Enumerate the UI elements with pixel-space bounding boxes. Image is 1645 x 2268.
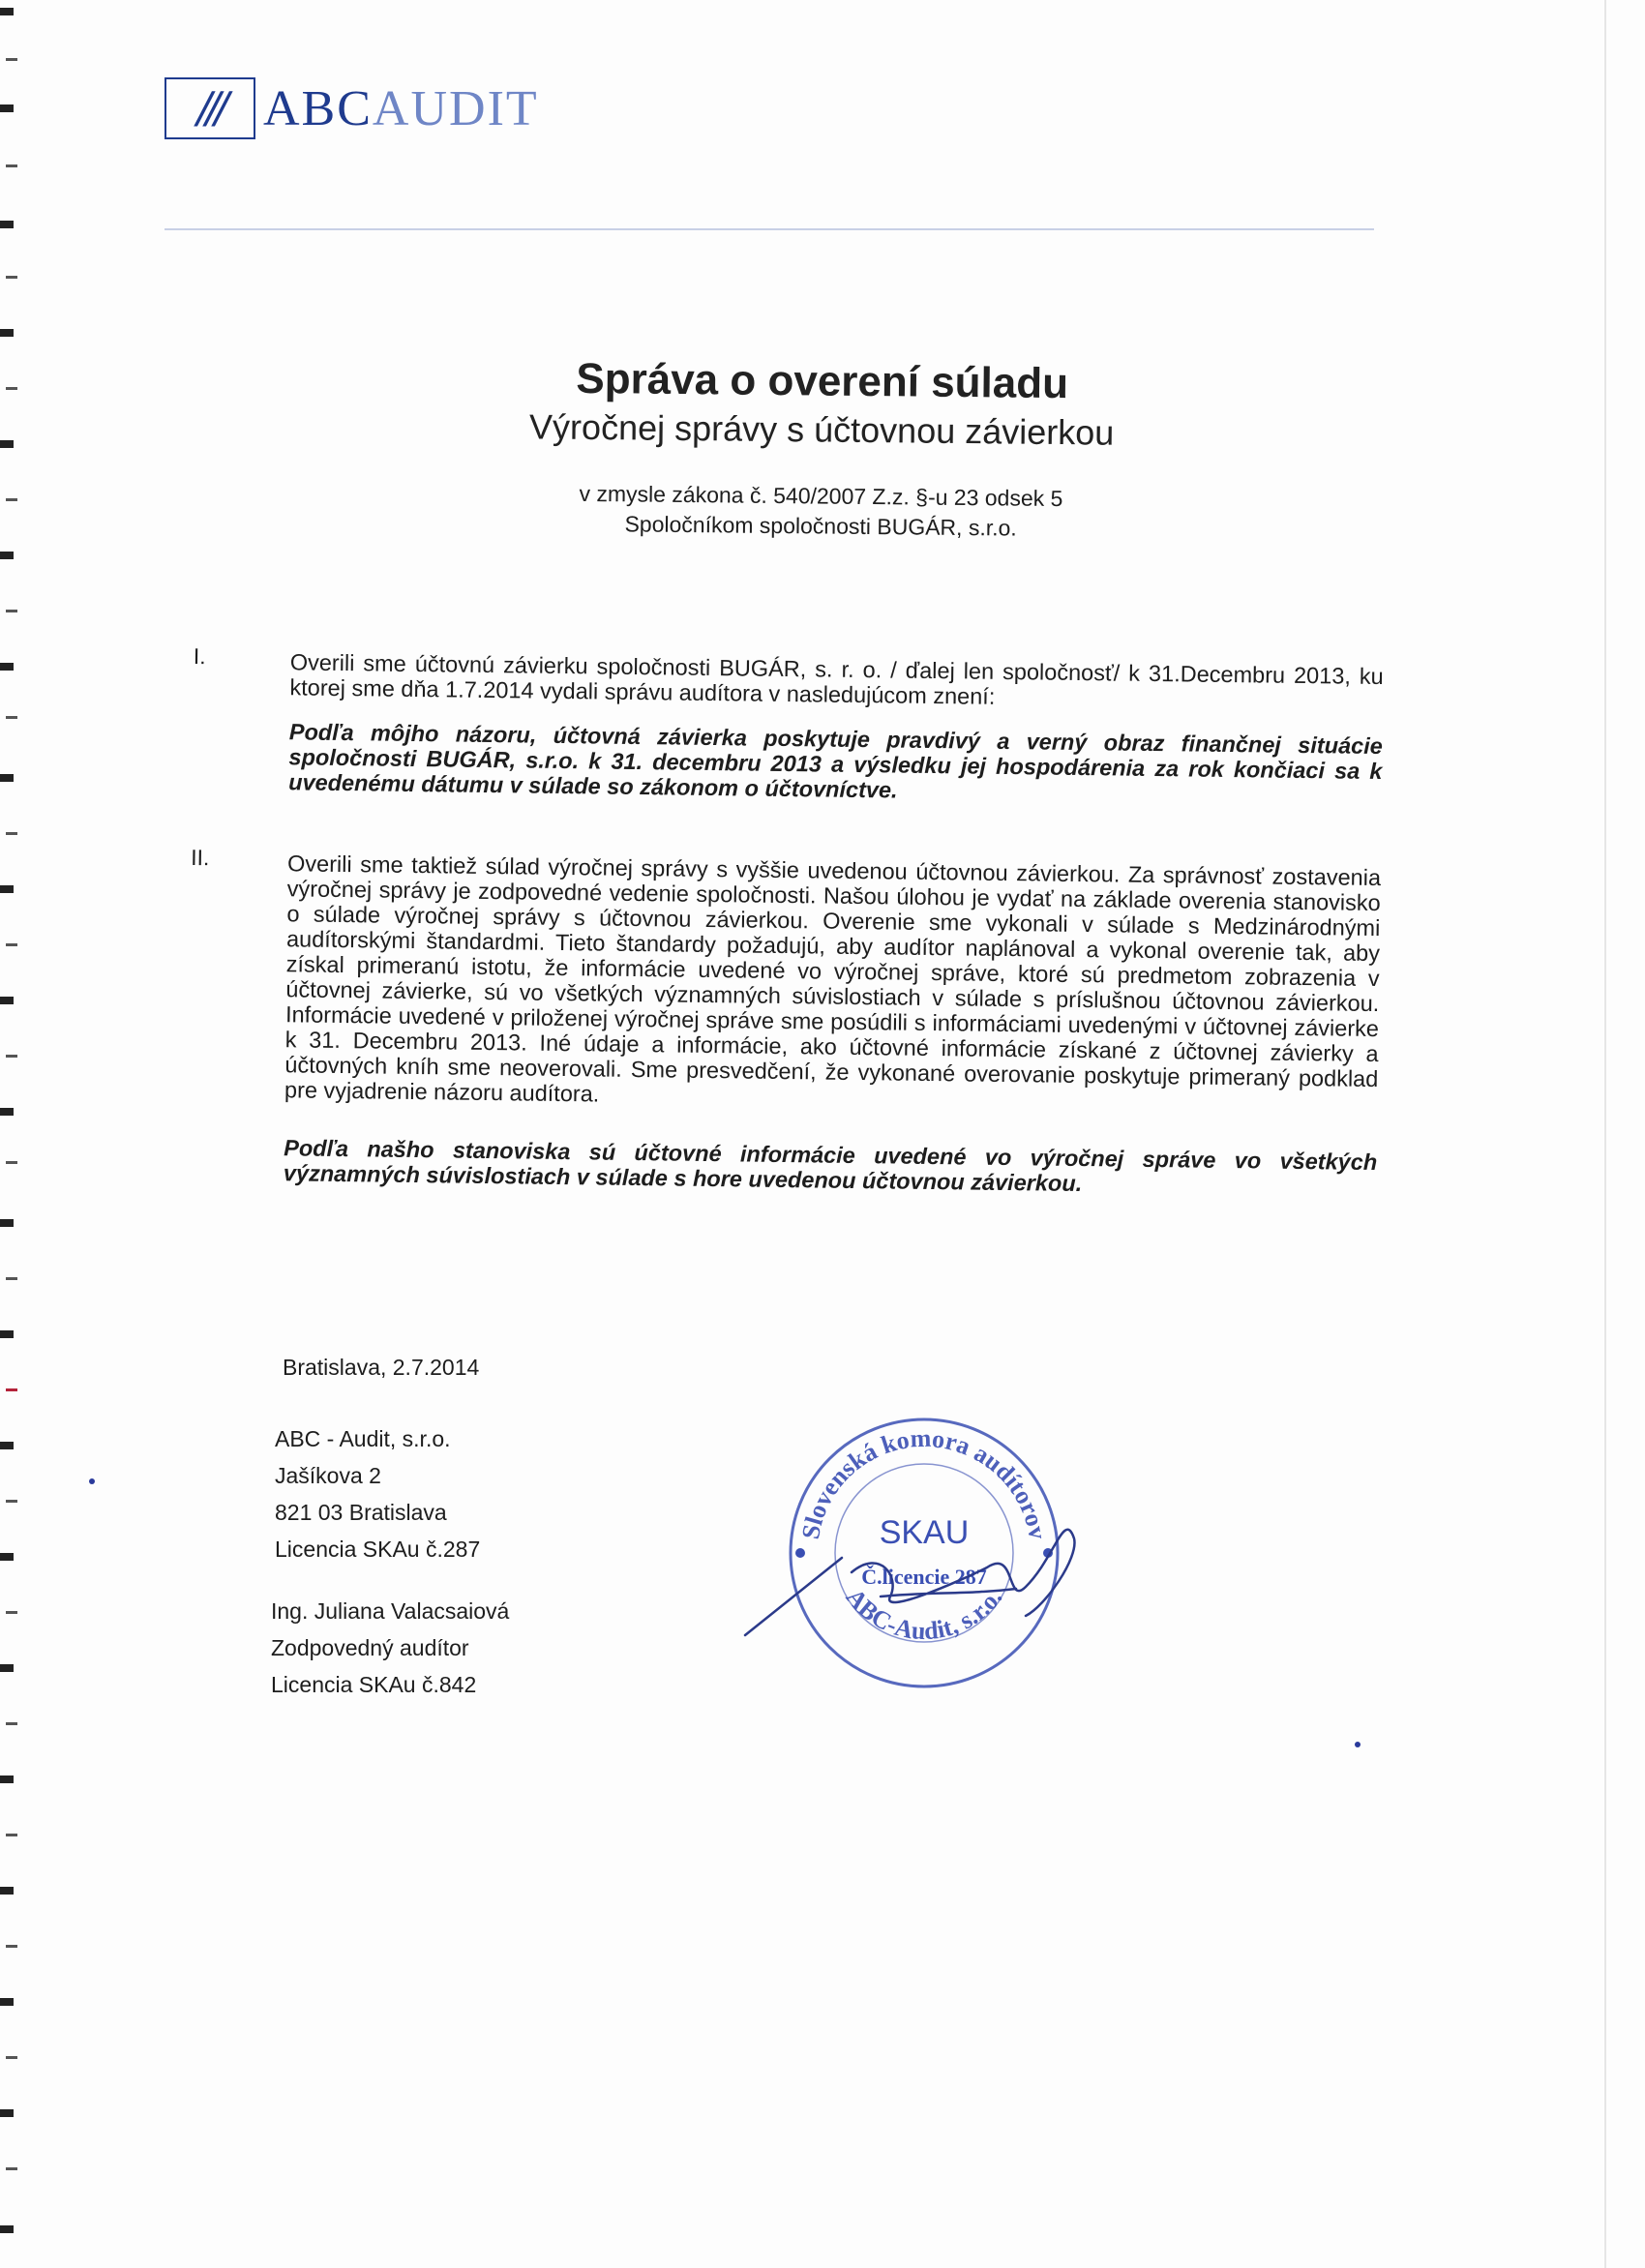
binding-mark bbox=[0, 997, 14, 1004]
street: Jašíkova 2 bbox=[275, 1463, 381, 1488]
legal-reference: v zmysle zákona č. 540/2007 Z.z. §-u 23 odsek 5 bbox=[579, 480, 1063, 512]
binding-mark bbox=[0, 552, 14, 559]
binding-mark bbox=[6, 1834, 17, 1836]
binding-mark bbox=[0, 1442, 14, 1449]
binding-mark bbox=[0, 885, 14, 893]
binding-mark bbox=[0, 1664, 14, 1672]
signer-name: Ing. Juliana Valacsaiová bbox=[271, 1598, 510, 1624]
scan-speck bbox=[1355, 1742, 1361, 1747]
section-text: Overili sme účtovnú závierku spoločnosti BUGÁR, s. r. o. / ďalej len spoločnosť/ k 31.Decembru 2013, ku ktorej sme dňa 1.7.2014 vydali správu audítora v nasledujúcom znení: bbox=[289, 649, 1384, 709]
binding-mark bbox=[6, 58, 17, 61]
binding-mark bbox=[6, 1277, 17, 1280]
binding-mark bbox=[6, 832, 17, 835]
signer-license: Licencia SKAu č.842 bbox=[271, 1672, 477, 1697]
binding-mark bbox=[0, 2109, 14, 2117]
binding-mark bbox=[0, 440, 14, 448]
document-subtitle: Výročnej správy s účtovnou závierkou bbox=[528, 406, 1115, 453]
signature-stroke bbox=[745, 1530, 1074, 1635]
stamp-license: Č.licencie 287 bbox=[861, 1565, 987, 1589]
stamp-center: SKAU bbox=[879, 1514, 970, 1551]
binding-mark bbox=[6, 276, 17, 279]
handwritten-signature bbox=[735, 1490, 1084, 1645]
binding-mark bbox=[6, 943, 17, 946]
logo-slashes: /// bbox=[196, 79, 224, 137]
binding-mark bbox=[0, 8, 14, 15]
page-edge bbox=[1604, 0, 1606, 2268]
place-date: Bratislava, 2.7.2014 bbox=[283, 1355, 480, 1380]
signer-role: Zodpovedný audítor bbox=[271, 1635, 469, 1660]
section-two bbox=[187, 844, 1382, 1200]
compliance-opinion: Podľa našho stanoviska sú účtovné informácie uvedené vo výročnej správe vo všetkých významných súvislostiach v súlade s hore uvedenou účtovnou závierkou. bbox=[283, 1135, 1378, 1197]
binding-mark bbox=[6, 1611, 17, 1614]
section-one bbox=[192, 643, 1384, 809]
city: 821 03 Bratislava bbox=[275, 1500, 447, 1525]
binding-mark bbox=[6, 387, 17, 390]
title-block bbox=[404, 353, 1239, 544]
header-divider bbox=[164, 228, 1374, 230]
audit-opinion: Podľa môjho názoru, účtovná závierka poskytuje pravdivý a verný obraz finančnej situácie spoločnosti BUGÁR, s.r.o. k 31. decembru 2013 a výsledku jej hospodárenia za rok končiaci sa k uvedenému dátumu v súlade so zákonom o účtovníctve. bbox=[288, 719, 1383, 803]
logo-audit: AUDIT bbox=[372, 80, 539, 136]
binding-mark bbox=[6, 1500, 17, 1503]
binding-mark bbox=[6, 164, 17, 167]
binding-mark bbox=[0, 1219, 14, 1227]
scan-speck bbox=[89, 1478, 95, 1484]
binding-mark bbox=[0, 1108, 14, 1116]
binding-mark bbox=[6, 2167, 17, 2170]
binding-mark bbox=[0, 1887, 14, 1895]
binding-mark bbox=[6, 1945, 17, 1948]
binding-mark bbox=[0, 2225, 14, 2233]
section-number: I. bbox=[193, 643, 206, 670]
binding-mark bbox=[0, 1330, 14, 1338]
binding-mark bbox=[0, 329, 14, 337]
binding-mark bbox=[0, 774, 14, 782]
recipient-line: Spoločníkom spoločnosti BUGÁR, s.r.o. bbox=[624, 511, 1017, 541]
logo-abc: ABC bbox=[263, 80, 373, 136]
binding-mark bbox=[0, 104, 14, 112]
binding-mark bbox=[0, 1998, 14, 2006]
binding-edge bbox=[0, 0, 29, 2268]
section-text: Overili sme taktiež súlad výročnej správy s vyššie uvedenou účtovnou závierkou. Za správnosť zostavenia výročnej správy je zodpovedné vedenie spoločnosti. Našou úlohou je vydať na základe overenia stanovisko o súlade výročnej správy s účtovnou závierkou. Overenie sme vykonali v súlade s Medzinárodnými audítorskými štandardmi. Tieto štandardy požadujú, aby audítor naplánoval a vykonal overenie tak, aby získal primeranú istotu, že informácie uvedené vo výročnej správe, ktoré sú predmetom zobrazenia v účtovnej závierke, sú vo všetkých významných súvislostiach v súlade s príslušnou účtovnou závierkou. Informácie uvedené v priloženej výročnej správe sme posúdili s informáciami uvedenými v účtovnej závierke k 31. Decembru 2013. Iné údaje a informácie, ako účtovné informácie získané z účtovnej závierky a účtovných kníh sme neoverovali. Sme presvedčení, že vykonané overovanie poskytuje primeraný podklad pre vyjadrenie názoru audítora. bbox=[284, 850, 1382, 1107]
binding-mark bbox=[6, 498, 17, 501]
company-name: ABC - Audit, s.r.o. bbox=[275, 1426, 451, 1451]
binding-mark bbox=[6, 716, 17, 719]
binding-mark bbox=[6, 1161, 17, 1164]
stamp-bottom-text: ABC-Audit, s.r.o. bbox=[840, 1583, 1008, 1646]
binding-mark bbox=[0, 1553, 14, 1561]
binding-mark bbox=[0, 1776, 14, 1783]
company-license: Licencia SKAu č.287 bbox=[275, 1537, 481, 1562]
auditor-address bbox=[275, 1420, 480, 1567]
binding-mark bbox=[0, 663, 14, 671]
binding-mark bbox=[6, 610, 17, 612]
logo-wordmark bbox=[263, 80, 539, 137]
binding-mark bbox=[6, 2056, 17, 2059]
binding-mark bbox=[6, 1388, 17, 1391]
logo-mark bbox=[164, 77, 255, 139]
binding-mark bbox=[6, 1055, 17, 1058]
signer-block bbox=[271, 1593, 509, 1703]
report-body bbox=[187, 643, 1384, 1200]
stamp-top-text: Slovenská komora audítorov bbox=[795, 1423, 1053, 1541]
section-number: II. bbox=[191, 844, 210, 871]
company-logo bbox=[164, 77, 539, 139]
binding-mark bbox=[0, 221, 14, 228]
binding-mark bbox=[6, 1722, 17, 1725]
document-title: Správa o overení súladu bbox=[576, 354, 1069, 408]
